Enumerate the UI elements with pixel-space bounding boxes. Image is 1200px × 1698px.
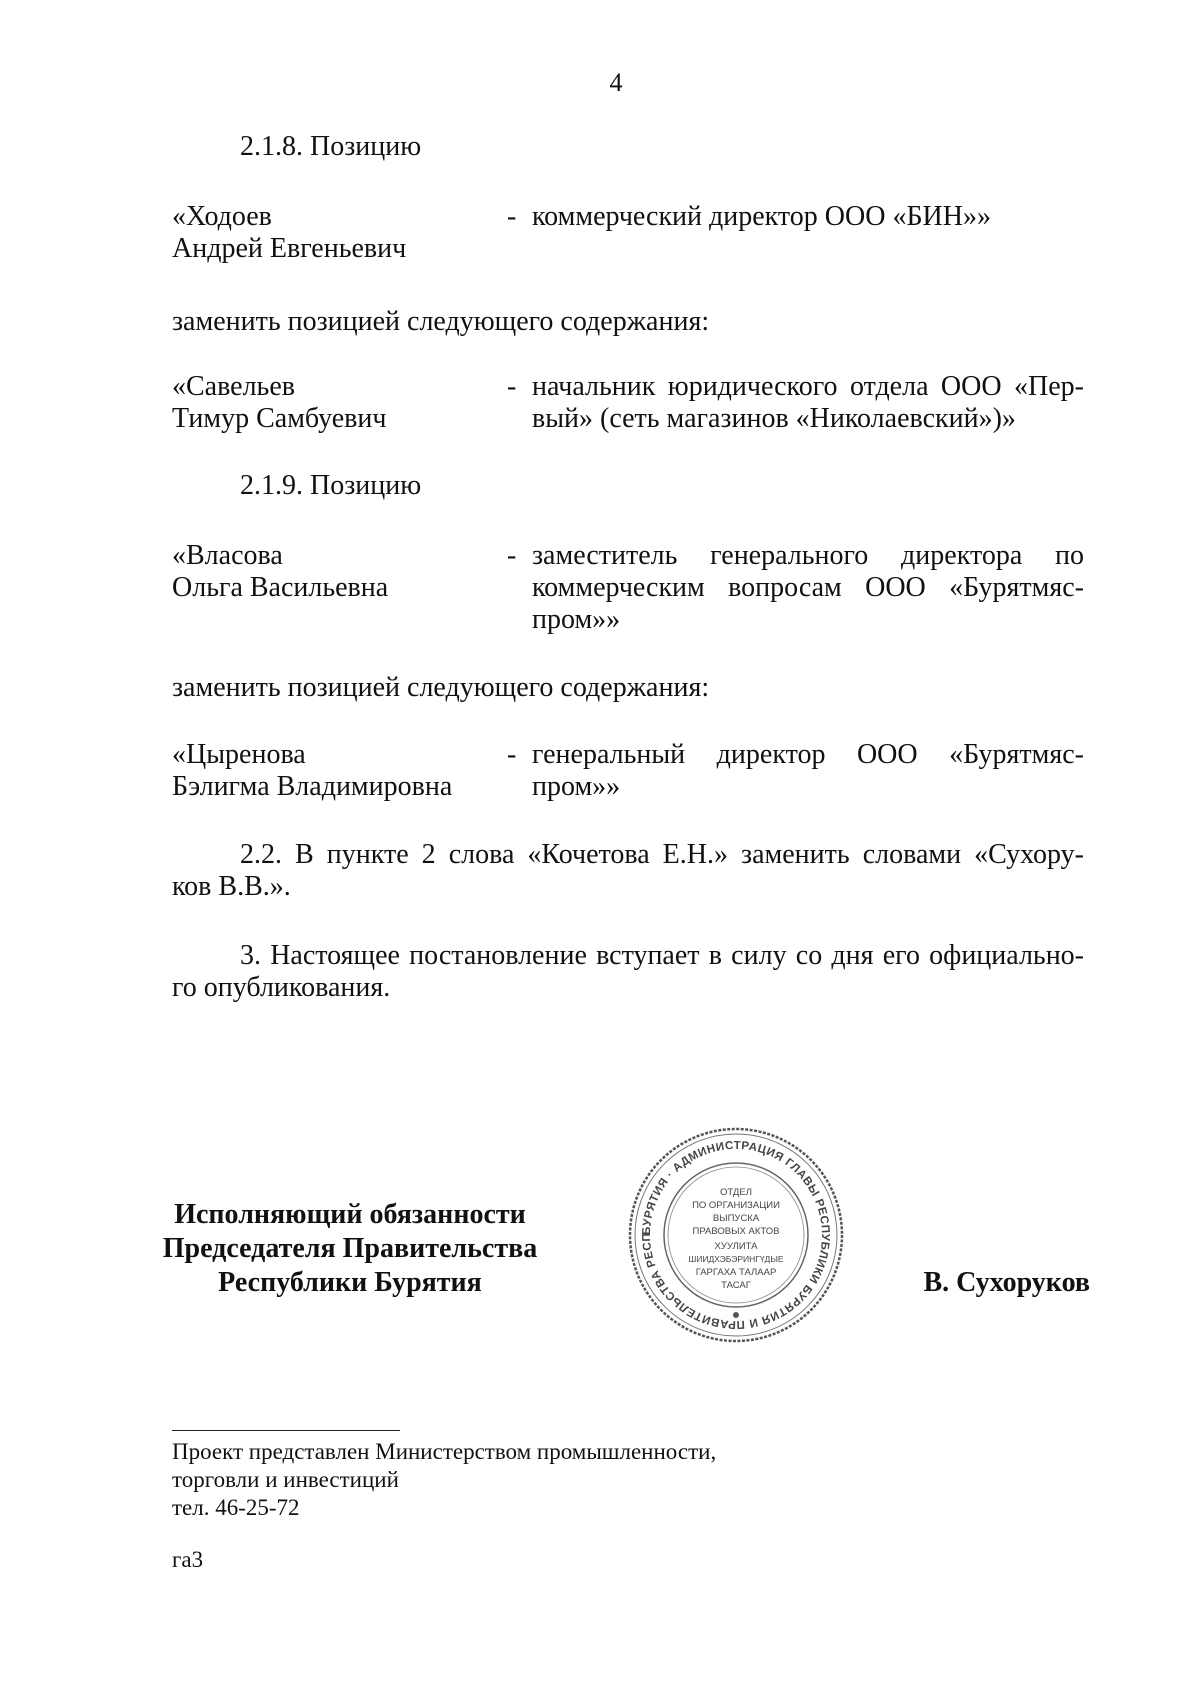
replace-instruction: заменить позицией следующего содержания: <box>172 672 710 703</box>
seal-center-line: ПРАВОВЫХ АКТОВ <box>692 1226 780 1237</box>
desc-line: вый» (сеть магазинов «Николаевский»)» <box>532 403 1016 434</box>
old-position-description <box>532 540 1084 636</box>
name-line: Ольга Васильевна <box>172 572 389 603</box>
name-line: «Савельев <box>172 371 295 402</box>
new-position-name <box>172 371 472 435</box>
paragraph-2-2 <box>172 839 1084 903</box>
section-2-1-9-heading: 2.1.9. Позицию <box>240 470 422 501</box>
desc-line: пром»» <box>532 604 621 635</box>
seal-center-line: ГАРГАХА ТАЛААР <box>695 1267 777 1278</box>
seal-ring-text: БУРЯТИЯ · АДМИНИСТРАЦИЯ ГЛАВЫ РЕСПУБЛИКИ БУРЯТИЯ И ПРАВИТЕЛЬСТВА РЕСП <box>640 1139 832 1331</box>
old-position-name <box>172 201 472 265</box>
dash: - <box>507 739 517 770</box>
signatory-name: В. Сухоруков <box>923 1267 1090 1298</box>
dash: - <box>507 201 517 232</box>
paragraph-line: го опубликования. <box>172 972 391 1003</box>
footnote-line: Проект представлен Министерством промышленности, <box>172 1439 717 1464</box>
signatory-title-line: Председателя Правительства <box>162 1233 538 1264</box>
paragraph-3 <box>172 940 1084 1004</box>
name-line: Бэлигма Владимировна <box>172 771 453 802</box>
seal-center-line: ХУУЛИТА <box>714 1241 758 1252</box>
new-position-name <box>172 739 472 803</box>
signatory-title <box>150 1198 550 1300</box>
dash: - <box>507 540 517 571</box>
desc-line: генеральный директор ООО «Бурятмяс- <box>532 739 1084 770</box>
name-line: «Ходоев <box>172 201 272 232</box>
desc-line: заместитель генерального директора по <box>532 540 1084 571</box>
replace-instruction: заменить позицией следующего содержания: <box>172 306 710 337</box>
paragraph-line: 3. Настоящее постановление вступает в силу со дня его официально- <box>240 940 1084 971</box>
official-seal <box>626 1125 846 1345</box>
page-number: 4 <box>609 68 623 97</box>
old-position-description <box>532 201 1084 233</box>
seal-center-line: ОТДЕЛ <box>720 1187 752 1198</box>
name-line: «Власова <box>172 540 283 571</box>
desc-line: коммерческий директор ООО «БИН»» <box>532 201 991 232</box>
signatory-title-line: Республики Бурятия <box>218 1267 482 1298</box>
section-2-1-8-heading: 2.1.8. Позицию <box>240 131 422 162</box>
document-code: га3 <box>172 1547 204 1572</box>
new-position-description <box>532 739 1084 803</box>
seal-center-line: ТАСАГ <box>721 1280 751 1291</box>
paragraph-line: ков В.В.». <box>172 871 291 902</box>
seal-center-line: ШИИДХЭБЭРИНГҮДЫЕ <box>688 1254 784 1264</box>
seal-icon <box>626 1125 846 1345</box>
old-position-name <box>172 540 472 604</box>
dash: - <box>507 371 517 402</box>
name-line: «Цыренова <box>172 739 306 770</box>
desc-line: пром»» <box>532 771 621 802</box>
name-line: Тимур Самбуевич <box>172 403 387 434</box>
new-position-description <box>532 371 1084 435</box>
signatory-title-line: Исполняющий обязанности <box>174 1199 526 1230</box>
footnote-line: тел. 46-25-72 <box>172 1495 300 1520</box>
footnote <box>172 1438 716 1522</box>
desc-line: начальник юридического отдела ООО «Пер- <box>532 371 1084 402</box>
paragraph-line: 2.2. В пункте 2 слова «Кочетова Е.Н.» заменить словами «Сухору- <box>240 839 1084 870</box>
seal-center-line: ВЫПУСКА <box>712 1213 760 1224</box>
desc-line: коммерческим вопросам ООО «Бурятмяс- <box>532 572 1084 603</box>
seal-center-line: ПО ОРГАНИЗАЦИИ <box>692 1200 780 1211</box>
footnote-divider <box>172 1430 400 1431</box>
footnote-line: торговли и инвестиций <box>172 1467 399 1492</box>
name-line: Андрей Евгеньевич <box>172 233 407 264</box>
